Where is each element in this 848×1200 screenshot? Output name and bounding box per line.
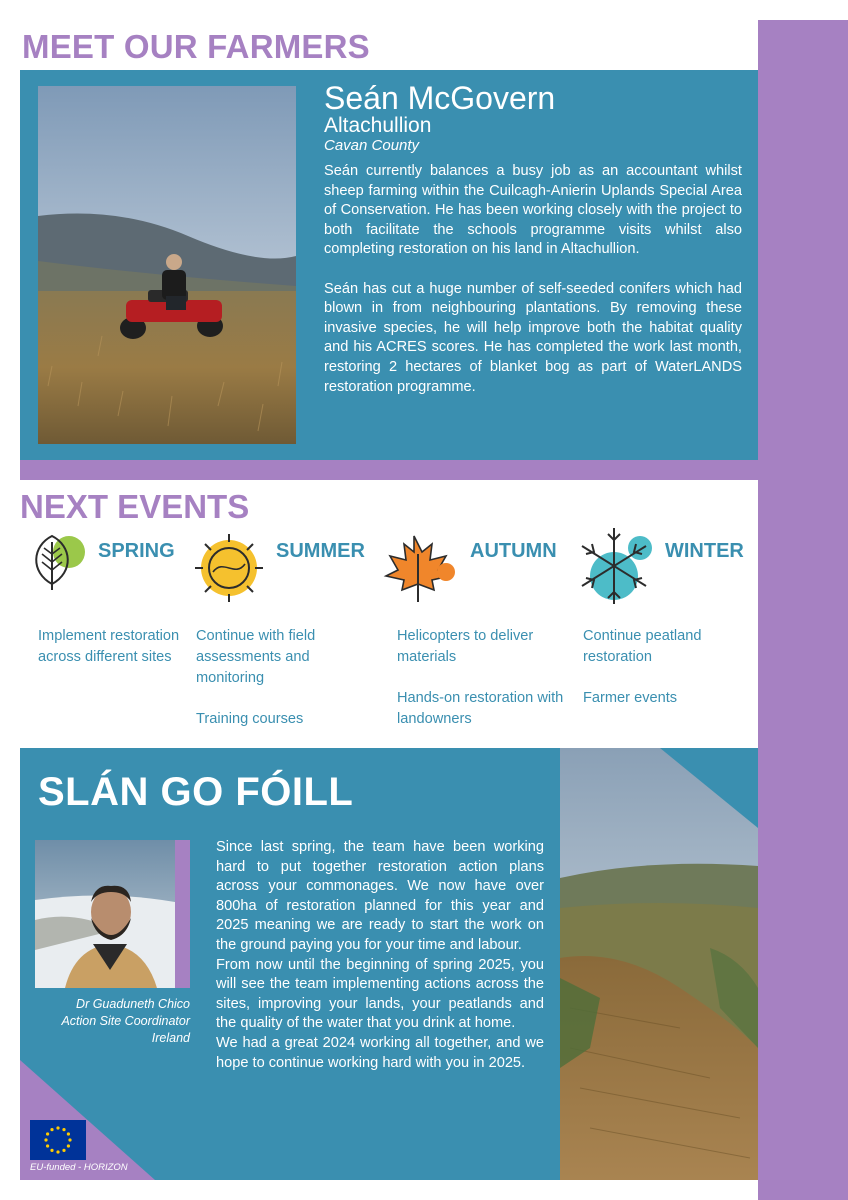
farewell-paragraph-2: From now until the beginning of spring 2025, you will see the team implementing actions across the sites, improving your lands, your peatlands and the quality of the water that you drink at home. — [216, 956, 544, 1032]
farmer-bio-paragraph-2: Seán has cut a huge number of self-seeded conifers which had blown in from neighbouring plantations. By removing these invasive species, he will help improve both the habitat quality and his ACRES scores. He has completed the work last month, restoring 2 hectares of blanket bog as part of WaterLANDS restoration programme. — [324, 280, 742, 395]
snowflake-icon — [574, 524, 660, 608]
sun-icon — [183, 528, 275, 608]
farmer-bio-paragraph-1: Seán currently balances a busy job as an accountant whilst sheep farming within the Cuilcagh-Anierin Uplands Special Area of Conservation. He has been working closely with the project to both facilitate the schools programme visits whilst also completing restoration on his land in Altachullion. — [324, 163, 742, 258]
season-items-summer — [196, 626, 366, 730]
season-item: Farmer events — [583, 690, 678, 706]
farmer-place: Altachullion — [324, 114, 432, 137]
farewell-paragraph-1: Since last spring, the team have been working hard to put together restoration action plans across your commonages. We now have over 800ha of restoration planned for this year and 2025 meaning we are ready to start the work on the ground paying you for your time and labour. — [216, 839, 544, 953]
season-item: Helicopters to deliver materials — [397, 628, 534, 665]
peatland-photo — [560, 748, 758, 1180]
meet-our-farmers-heading: MEET OUR FARMERS — [22, 28, 370, 65]
season-items-autumn — [397, 626, 567, 730]
coordinator-photo — [35, 840, 175, 988]
next-events-heading: NEXT EVENTS — [20, 488, 250, 525]
maple-leaf-icon — [374, 532, 464, 604]
coordinator-name: Dr Guaduneth Chico — [76, 997, 190, 1011]
season-item: Hands-on restoration with landowners — [397, 690, 564, 727]
farmer-photo — [38, 86, 296, 444]
season-item: Continue with field assessments and monitoring — [196, 628, 316, 686]
farewell-text — [216, 838, 544, 1073]
season-label-summer: SUMMER — [276, 540, 365, 562]
eu-funding-label: EU-funded - HORIZON — [30, 1162, 128, 1173]
season-item: Implement restoration across different sites — [38, 628, 180, 665]
farmer-bio — [324, 162, 742, 397]
season-label-autumn: AUTUMN — [470, 540, 557, 562]
season-items-spring — [38, 626, 208, 668]
farewell-paragraph-3: We had a great 2024 working all together, and we hope to continue working hard with you in 2025. — [216, 1034, 544, 1071]
coordinator-role: Action Site Coordinator — [61, 1014, 190, 1028]
farewell-heading: SLÁN GO FÓILL — [38, 770, 354, 814]
season-label-spring: SPRING — [98, 540, 175, 562]
coordinator-country: Ireland — [151, 1031, 190, 1045]
leaf-icon — [22, 532, 88, 592]
season-item: Continue peatland restoration — [583, 628, 702, 665]
right-purple-strip — [758, 20, 848, 1200]
farmer-name: Seán McGovern — [324, 80, 556, 116]
season-items-winter — [583, 626, 753, 709]
farmer-county: Cavan County — [324, 137, 420, 154]
season-label-winter: WINTER — [665, 540, 744, 562]
season-item: Training courses — [196, 711, 304, 727]
eu-flag-logo — [30, 1120, 86, 1160]
